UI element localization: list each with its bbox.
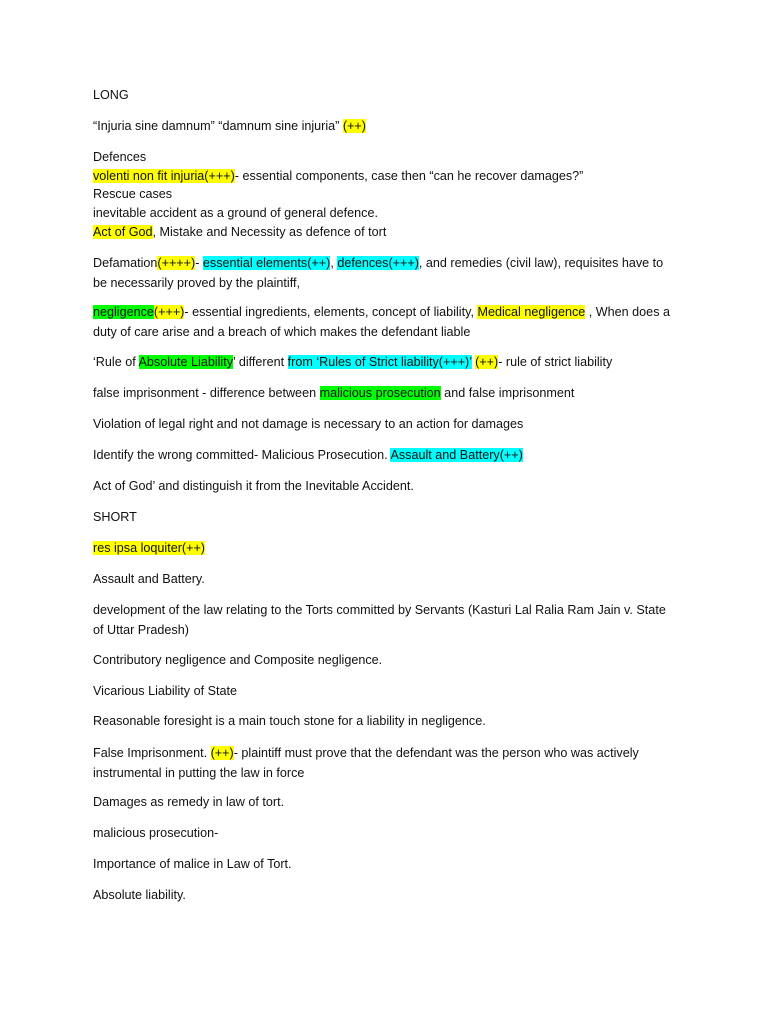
text: False Imprisonment. xyxy=(93,746,211,760)
text: - plaintiff must prove that the defendant was the person who was actively instrumental in putting the law in force xyxy=(93,746,639,780)
short-item-false-imprisonment xyxy=(93,744,673,783)
highlight-yellow: res ipsa loquiter(++) xyxy=(93,541,205,555)
text: , and remedies (civil law), requisites have to be necessarily proved by the plaintiff, xyxy=(93,256,664,290)
short-item-absolute: Absolute liability. xyxy=(93,888,186,902)
highlight-green: malicious prosecution xyxy=(319,386,441,400)
highlight-cyan: from ‘Rules of Strict liability(+++)’ xyxy=(287,355,472,369)
short-item-development: development of the law relating to the Torts committed by Servants (Kasturi Lal Ralia Ram Jain v. State of Uttar Pradesh) xyxy=(93,603,666,637)
highlight-yellow: (++) xyxy=(210,746,234,760)
text: false imprisonment - difference between xyxy=(93,386,320,400)
long-heading: LONG xyxy=(93,88,129,102)
text: , When does a duty of care arise and a breach of which makes the defendant liable xyxy=(93,305,670,339)
highlight-yellow: (+++) xyxy=(153,305,185,319)
text: ‘Rule of xyxy=(93,355,139,369)
defences-item-volenti xyxy=(93,167,673,186)
highlight-yellow: Act of God xyxy=(93,225,153,239)
long-item-negligence xyxy=(93,303,673,342)
highlight-green: negligence xyxy=(93,305,154,319)
text: - xyxy=(195,256,203,270)
text: , xyxy=(330,256,338,270)
highlight-yellow: (++) xyxy=(342,119,366,133)
long-item-injuria xyxy=(93,117,673,136)
text: , Mistake and Necessity as defence of tort xyxy=(152,225,387,239)
short-item-reasonable: Reasonable foresight is a main touch stone for a liability in negligence. xyxy=(93,714,486,728)
defences-item-rescue: Rescue cases xyxy=(93,187,173,201)
text: Defamation xyxy=(93,256,158,270)
text: - essential components, case then “can he recover damages?” xyxy=(234,169,584,183)
highlight-cyan: defences(+++) xyxy=(337,256,419,270)
text: ’ different xyxy=(233,355,288,369)
short-item-damages: Damages as remedy in law of tort. xyxy=(93,795,285,809)
short-item-vicarious: Vicarious Liability of State xyxy=(93,684,237,698)
text: and false imprisonment xyxy=(440,386,575,400)
highlight-yellow: volenti non fit injuria(+++) xyxy=(93,169,235,183)
highlight-cyan: essential elements(++) xyxy=(202,256,331,270)
short-item-malice: Importance of malice in Law of Tort. xyxy=(93,857,292,871)
highlight-cyan: Assault and Battery(++) xyxy=(390,448,523,462)
defences-item-inevitable: inevitable accident as a ground of general defence. xyxy=(93,206,378,220)
short-item-assault: Assault and Battery. xyxy=(93,572,205,586)
text: - rule of strict liability xyxy=(498,355,613,369)
long-item-false-imprisonment xyxy=(93,384,673,403)
long-item-rule-absolute xyxy=(93,353,673,372)
highlight-green: Absolute Liability xyxy=(138,355,234,369)
defences-title: Defences xyxy=(93,150,147,164)
long-item-identify xyxy=(93,446,673,465)
highlight-yellow: (++++) xyxy=(157,256,196,270)
short-item-contributory: Contributory negligence and Composite negligence. xyxy=(93,653,383,667)
short-item-res-ipsa xyxy=(93,539,673,558)
short-heading: SHORT xyxy=(93,510,137,524)
highlight-yellow: (++) xyxy=(475,355,499,369)
long-item-violation: Violation of legal right and not damage is necessary to an action for damages xyxy=(93,417,524,431)
long-item-defamation xyxy=(93,254,673,293)
long-item-act-of-god: Act of God’ and distinguish it from the Inevitable Accident. xyxy=(93,479,414,493)
text: - essential ingredients, elements, concept of liability, xyxy=(184,305,478,319)
text: “Injuria sine damnum” “damnum sine injuria” xyxy=(93,119,343,133)
defences-item-act-of-god xyxy=(93,223,673,242)
text: Identify the wrong committed- Malicious Prosecution. xyxy=(93,448,391,462)
highlight-yellow: Medical negligence xyxy=(477,305,586,319)
short-item-malicious: malicious prosecution- xyxy=(93,826,219,840)
